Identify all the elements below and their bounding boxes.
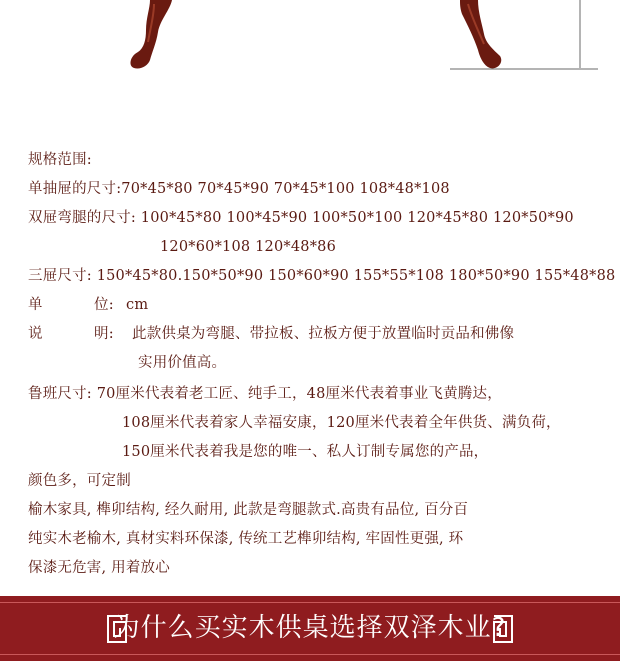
description-text-2: 实用价值高。 — [138, 355, 227, 371]
luban-sizes-line-2: 108厘米代表着家人幸福安康，120厘米代表着全年供货、满负荷， — [122, 415, 561, 431]
wood-description-line-1: 榆木家具, 榫卯结构, 经久耐用, 此款是弯腿款式.高贵有品位, 百分百 — [28, 502, 469, 518]
colors-note: 颜色多，可定制 — [28, 473, 131, 489]
spec-heading: 规格范围: — [28, 152, 92, 168]
product-photo-legs — [0, 0, 620, 120]
banner-bottom-rule — [0, 654, 620, 655]
unit-label: 单 — [28, 297, 43, 313]
description-label: 说 — [28, 326, 43, 342]
banner-title: 为什么买实木供桌选择双泽木业? — [113, 613, 507, 643]
unit-value: cm — [126, 297, 149, 313]
luban-sizes-line-3: 150厘米代表着我是您的唯一、私人订制专属您的产品， — [122, 444, 489, 460]
why-choose-banner — [0, 596, 620, 661]
luban-sizes-line-1: 鲁班尺寸: 70厘米代表着老工匠、纯手工，48厘米代表着事业飞黄腾达， — [28, 386, 502, 402]
triple-drawer-sizes: 三屉尺寸: 150*45*80.150*50*90 150*60*90 155*55*108 180*50*90 155*48*88 — [28, 268, 616, 284]
banner-top-rule — [0, 602, 620, 603]
description-label-2: 明: — [94, 326, 114, 342]
wood-description-line-3: 保漆无危害, 用着放心 — [28, 560, 170, 576]
wood-description-line-2: 纯实木老榆木, 真材实料环保漆, 传统工艺榫卯结构, 牢固性更强, 环 — [28, 531, 464, 547]
double-curved-sizes-line-2: 120*60*108 120*48*86 — [160, 239, 336, 255]
fret-ornament-right-icon — [490, 614, 516, 644]
description-text-1: 此款供桌为弯腿、带拉板、拉板方便于放置临时贡品和佛像 — [132, 326, 515, 342]
unit-label-2: 位: — [94, 297, 114, 313]
single-drawer-sizes: 单抽屉的尺寸:70*45*80 70*45*90 70*45*100 108*48*108 — [28, 181, 450, 197]
left-table-leg — [131, 0, 172, 69]
double-curved-sizes-line-1: 双屉弯腿的尺寸: 100*45*80 100*45*90 100*50*100 120*45*80 120*50*90 — [28, 210, 574, 226]
